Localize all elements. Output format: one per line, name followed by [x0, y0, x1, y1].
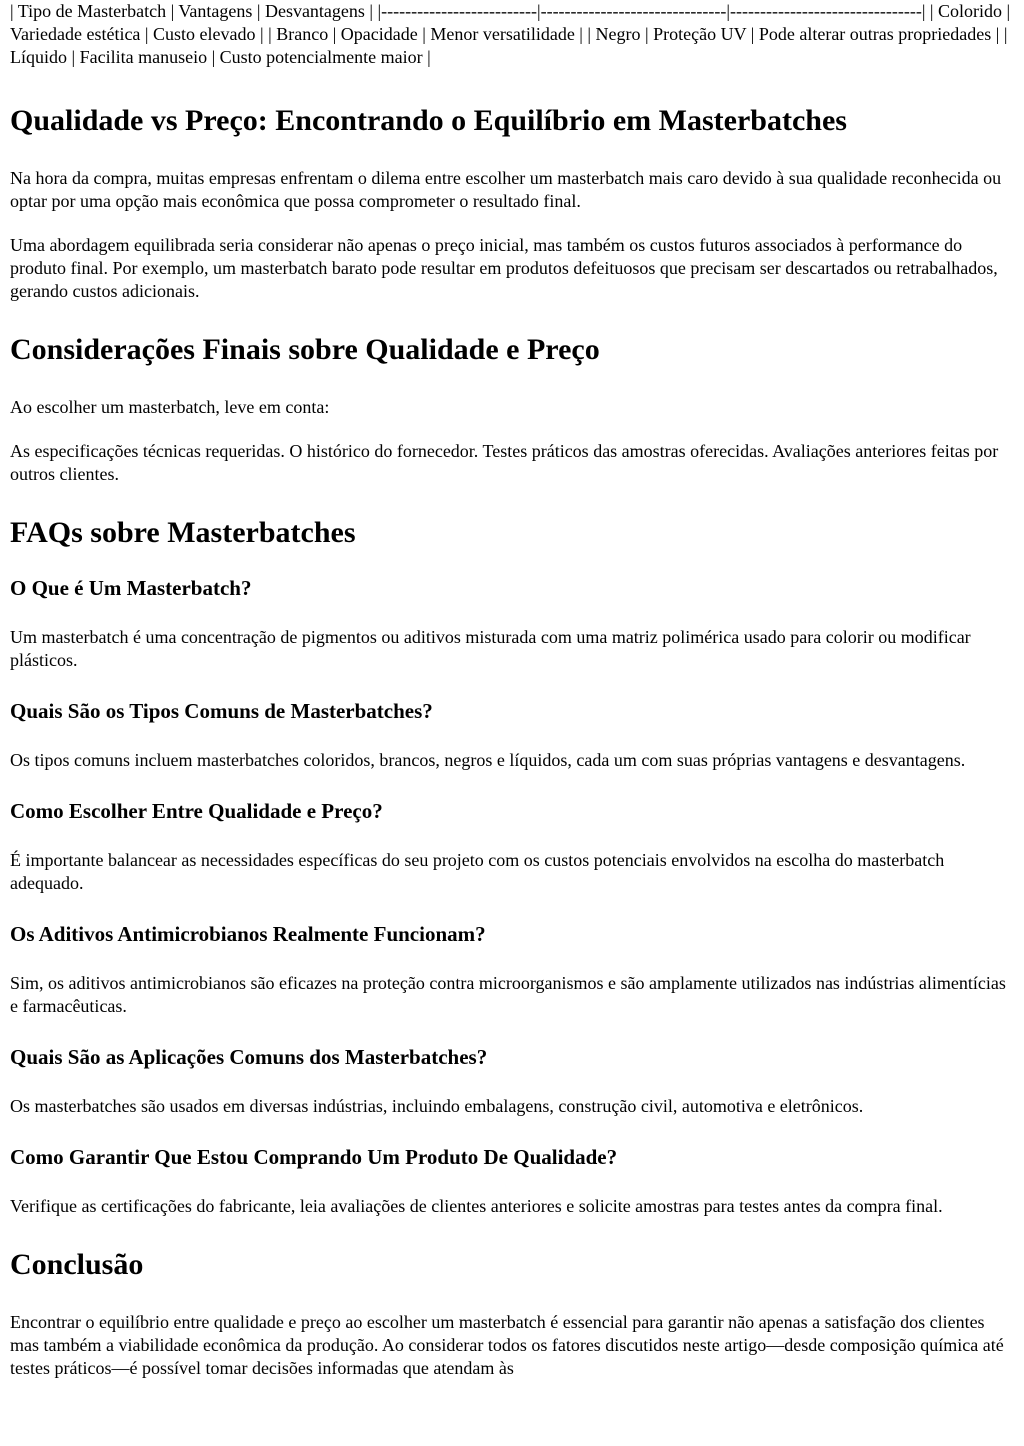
- faq-question: Como Garantir Que Estou Comprando Um Produto De Qualidade?: [10, 1145, 618, 1169]
- paragraph-balanced-approach: Uma abordagem equilibrada seria considerar não apenas o preço inicial, mas também os custos futuros associados à performance do produto final. Por exemplo, um masterbatch barato pode resultar em produtos defeituosos que precisam ser descartados ou retrabalhados, gerando custos adicionais.: [10, 235, 998, 301]
- faq-answer: Sim, os aditivos antimicrobianos são eficazes na proteção contra microorganismos e são amplamente utilizados nas indústrias alimentícias e farmacêuticas.: [10, 973, 1006, 1016]
- heading-final-considerations: Considerações Finais sobre Qualidade e Preço: [10, 333, 600, 366]
- faq-question: Quais São os Tipos Comuns de Masterbatches?: [10, 699, 433, 723]
- faq-answer: Os masterbatches são usados em diversas indústrias, incluindo embalagens, construção civil, automotiva e eletrônicos.: [10, 1096, 864, 1116]
- heading-conclusion: Conclusão: [10, 1248, 144, 1281]
- paragraph-conclusion: Encontrar o equilíbrio entre qualidade e preço ao escolher um masterbatch é essencial para garantir não apenas a satisfação dos clientes mas também a viabilidade econômica da produção. Ao considerar todos os fatores discutidos neste artigo—desde composição química até testes práticos—é possível tomar decisões informadas que atendam às: [10, 1312, 1004, 1378]
- faq-answer: Verifique as certificações do fabricante, leia avaliações de clientes anteriores e solicite amostras para testes antes da compra final.: [10, 1196, 943, 1216]
- faq-answer: Um masterbatch é uma concentração de pigmentos ou aditivos misturada com uma matriz polimérica usado para colorir ou modificar plásticos.: [10, 627, 971, 670]
- faq-answer: Os tipos comuns incluem masterbatches coloridos, brancos, negros e líquidos, cada um com suas próprias vantagens e desvantagens.: [10, 750, 966, 770]
- faq-question: O Que é Um Masterbatch?: [10, 576, 252, 600]
- heading-faqs: FAQs sobre Masterbatches: [10, 516, 356, 549]
- faq-question: Os Aditivos Antimicrobianos Realmente Funcionam?: [10, 922, 486, 946]
- faq-question: Quais São as Aplicações Comuns dos Masterbatches?: [10, 1045, 488, 1069]
- paragraph-purchase-dilemma: Na hora da compra, muitas empresas enfrentam o dilema entre escolher um masterbatch mais caro devido à sua qualidade reconhecida ou optar por uma opção mais econômica que possa comprometer o resultado final.: [10, 168, 1002, 211]
- heading-quality-vs-price: Qualidade vs Preço: Encontrando o Equilíbrio em Masterbatches: [10, 104, 847, 137]
- paragraph-choose-intro: Ao escolher um masterbatch, leve em conta:: [10, 397, 330, 417]
- paragraph-criteria-list: As especificações técnicas requeridas. O histórico do fornecedor. Testes práticos das amostras oferecidas. Avaliações anteriores feitas por outros clientes.: [10, 441, 999, 484]
- faq-answer: É importante balancear as necessidades específicas do seu projeto com os custos potenciais envolvidos na escolha do masterbatch adequado.: [10, 850, 945, 893]
- faq-question: Como Escolher Entre Qualidade e Preço?: [10, 799, 383, 823]
- raw-markdown-table-text: | Tipo de Masterbatch | Vantagens | Desvantagens | |--------------------------|-------------------------------|--------------------------------| | Colorido | Variedade estética | Custo elevado | | Branco | Opacidade | Menor versatilidade | | Negro | Proteção UV | Pode alterar outras propriedades | | Líquido | Facilita manuseio | Custo potencialmente maior |: [10, 1, 1011, 67]
